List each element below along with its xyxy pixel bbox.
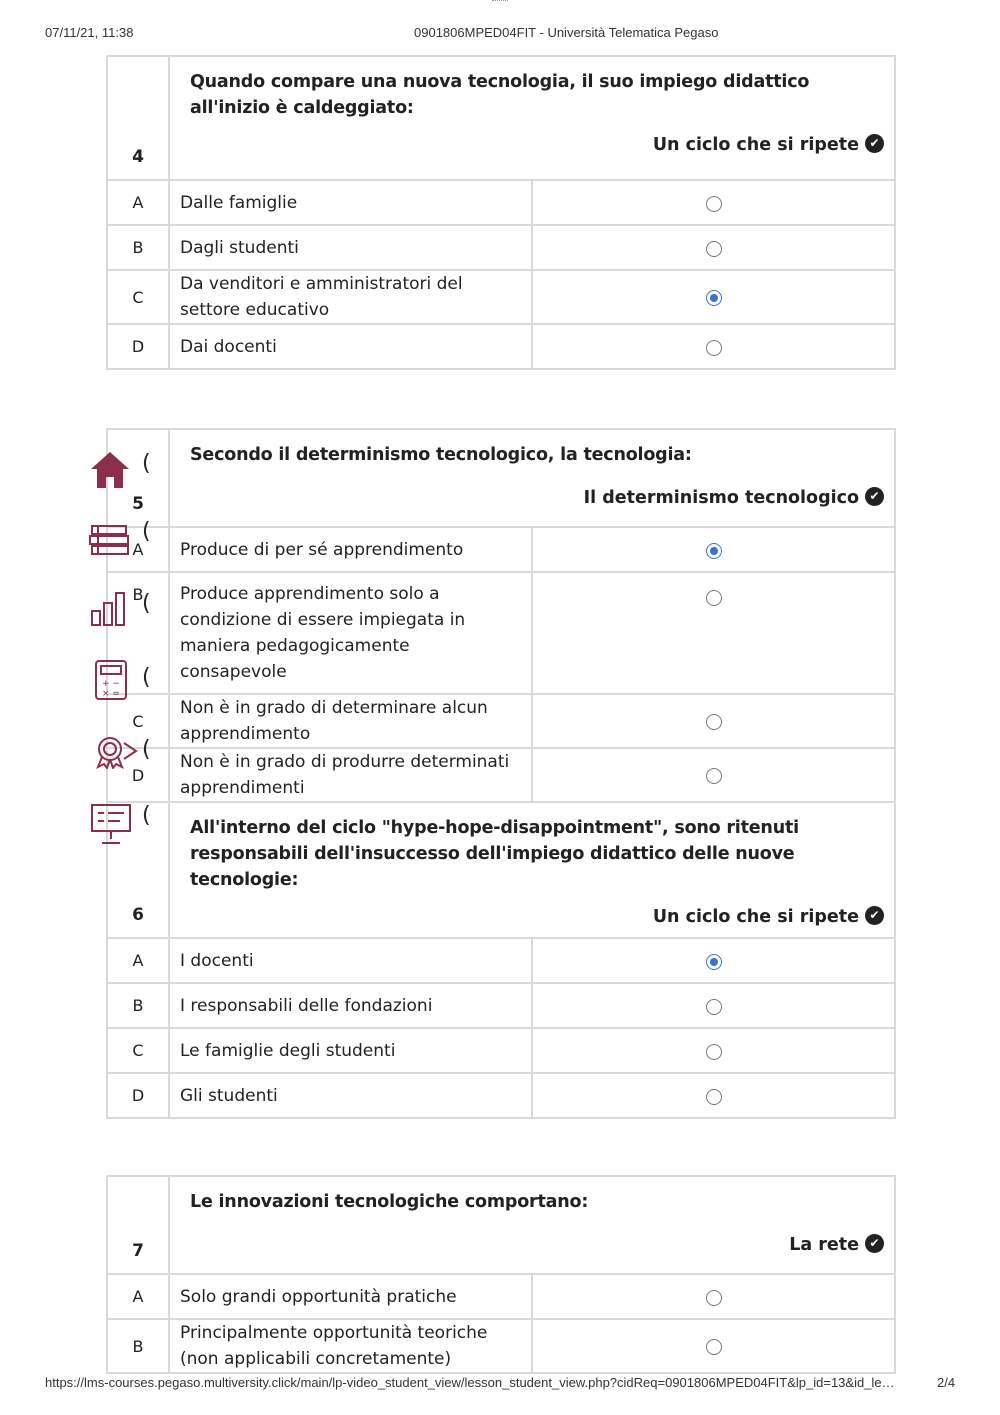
- question-block-5: [106, 428, 896, 803]
- answer-radio[interactable]: [706, 1089, 722, 1105]
- paren-glyph: (: [142, 803, 151, 828]
- topic-label: Un ciclo che si ripete: [652, 907, 859, 927]
- answer-letter: A: [107, 527, 169, 572]
- answer-radio[interactable]: [706, 1339, 722, 1355]
- print-title: 0901806MPED04FIT - Università Telematica Pegaso: [414, 25, 719, 40]
- question-topic: [180, 135, 884, 155]
- print-url: https://lms-courses.pegaso.multiversity.click/main/lp-video_student_view/lesson_student_view.php?cidReq=0901806MPED04FIT&lp_id=13&id_le…: [45, 1375, 895, 1390]
- answer-letter: A: [107, 938, 169, 983]
- answer-text: I responsabili delle fondazioni: [169, 983, 532, 1028]
- question-cell: [169, 1176, 895, 1274]
- floating-sidebar: [86, 445, 161, 845]
- answer-radio[interactable]: [706, 340, 722, 356]
- answer-radio[interactable]: [706, 1290, 722, 1306]
- home-icon[interactable]: [88, 449, 132, 496]
- answer-row[interactable]: [107, 1319, 895, 1373]
- answer-letter: C: [107, 270, 169, 324]
- answer-text: Le famiglie degli studenti: [169, 1028, 532, 1073]
- question-number: 6: [107, 802, 169, 938]
- answer-text: Dai docenti: [169, 324, 532, 369]
- presentation-icon[interactable]: [90, 801, 132, 850]
- question-text: Le innovazioni tecnologiche comportano:: [190, 1192, 589, 1212]
- answer-row[interactable]: [107, 324, 895, 369]
- answer-radio[interactable]: [706, 999, 722, 1015]
- paren-glyph: (: [142, 451, 151, 476]
- check-circle-icon: ✔: [865, 487, 884, 506]
- question-block-7: [106, 1175, 896, 1374]
- answer-letter: A: [107, 1274, 169, 1319]
- question-number: 5: [107, 429, 169, 527]
- answer-text: Da venditori e amministratori del settore educativo: [169, 270, 532, 324]
- answer-text: Gli studenti: [169, 1073, 532, 1118]
- answer-row[interactable]: [107, 1073, 895, 1118]
- answer-row[interactable]: [107, 694, 895, 748]
- answer-letter: B: [107, 225, 169, 270]
- question-cell: [169, 802, 895, 938]
- question-block-4: [106, 55, 896, 370]
- answer-radio[interactable]: [706, 714, 722, 730]
- page-number: 2/4: [937, 1375, 956, 1390]
- check-circle-icon: ✔: [865, 906, 884, 925]
- answer-radio[interactable]: [706, 768, 722, 784]
- answer-row[interactable]: [107, 983, 895, 1028]
- answer-row[interactable]: [107, 572, 895, 694]
- answer-letter: C: [107, 1028, 169, 1073]
- answer-row[interactable]: [107, 1274, 895, 1319]
- answer-radio[interactable]: [706, 196, 722, 212]
- answer-row[interactable]: [107, 180, 895, 225]
- answer-radio[interactable]: [706, 1044, 722, 1060]
- question-cell: [169, 56, 895, 180]
- answer-letter: D: [107, 1073, 169, 1118]
- top-mark: [492, 0, 508, 2]
- topic-label: Il determinismo tecnologico: [583, 488, 859, 508]
- answer-text: Produce di per sé apprendimento: [169, 527, 532, 572]
- answer-letter: C: [107, 694, 169, 748]
- badge-icon[interactable]: [86, 735, 138, 774]
- question-number: 7: [107, 1176, 169, 1274]
- calculator-icon[interactable]: [94, 659, 128, 706]
- question-text: Secondo il determinismo tecnologico, la tecnologia:: [190, 445, 692, 465]
- question-topic: [180, 907, 884, 927]
- svg-text:× =: × =: [102, 689, 120, 699]
- answer-letter: B: [107, 1319, 169, 1373]
- question-text: All'interno del ciclo "hype-hope-disappointment", sono ritenuti responsabili dell'insuccesso dell'impiego didattico delle nuove tecnologie:: [190, 818, 799, 890]
- check-circle-icon: ✔: [865, 1234, 884, 1253]
- answer-letter: B: [107, 572, 169, 694]
- answer-row[interactable]: [107, 938, 895, 983]
- question-topic: [180, 488, 884, 508]
- question-number: 4: [107, 56, 169, 180]
- books-icon[interactable]: [88, 523, 132, 564]
- answer-text: I docenti: [169, 938, 532, 983]
- paren-glyph: (: [142, 591, 151, 616]
- check-circle-icon: ✔: [865, 134, 884, 153]
- topic-label: Un ciclo che si ripete: [652, 135, 859, 155]
- paren-glyph: (: [142, 737, 151, 762]
- answer-text: Non è in grado di determinare alcun apprendimento: [169, 694, 532, 748]
- answer-letter: B: [107, 983, 169, 1028]
- paren-glyph: (: [142, 665, 151, 690]
- topic-label: La rete: [789, 1235, 859, 1255]
- question-block-6: [106, 801, 896, 1119]
- answer-text: Non è in grado di produrre determinati apprendimenti: [169, 748, 532, 802]
- answer-radio-selected[interactable]: [706, 954, 722, 970]
- question-text: Quando compare una nuova tecnologia, il suo impiego didattico all'inizio è caldeggiato:: [190, 72, 810, 118]
- answer-letter: A: [107, 180, 169, 225]
- answer-row[interactable]: [107, 748, 895, 802]
- answer-radio[interactable]: [706, 590, 722, 606]
- paren-glyph: (: [142, 519, 151, 544]
- answer-row[interactable]: [107, 527, 895, 572]
- answer-radio-selected[interactable]: [706, 290, 722, 306]
- answer-letter: D: [107, 324, 169, 369]
- answer-radio[interactable]: [706, 241, 722, 257]
- answer-row[interactable]: [107, 225, 895, 270]
- answer-row[interactable]: [107, 1028, 895, 1073]
- question-cell: [169, 429, 895, 527]
- print-datetime: 07/11/21, 11:38: [45, 25, 134, 40]
- answer-row[interactable]: [107, 270, 895, 324]
- bar-chart-icon[interactable]: [88, 585, 132, 634]
- svg-text:+ −: + −: [102, 679, 120, 689]
- answer-text: Principalmente opportunità teoriche (non applicabili concretamente): [169, 1319, 532, 1373]
- question-topic: [180, 1235, 884, 1255]
- answer-text: Produce apprendimento solo a condizione di essere impiegata in maniera pedagogicamente consapevole: [169, 572, 532, 694]
- answer-radio-selected[interactable]: [706, 543, 722, 559]
- answer-letter: D: [107, 748, 169, 802]
- answer-text: Dagli studenti: [169, 225, 532, 270]
- answer-text: Solo grandi opportunità pratiche: [169, 1274, 532, 1319]
- answer-text: Dalle famiglie: [169, 180, 532, 225]
